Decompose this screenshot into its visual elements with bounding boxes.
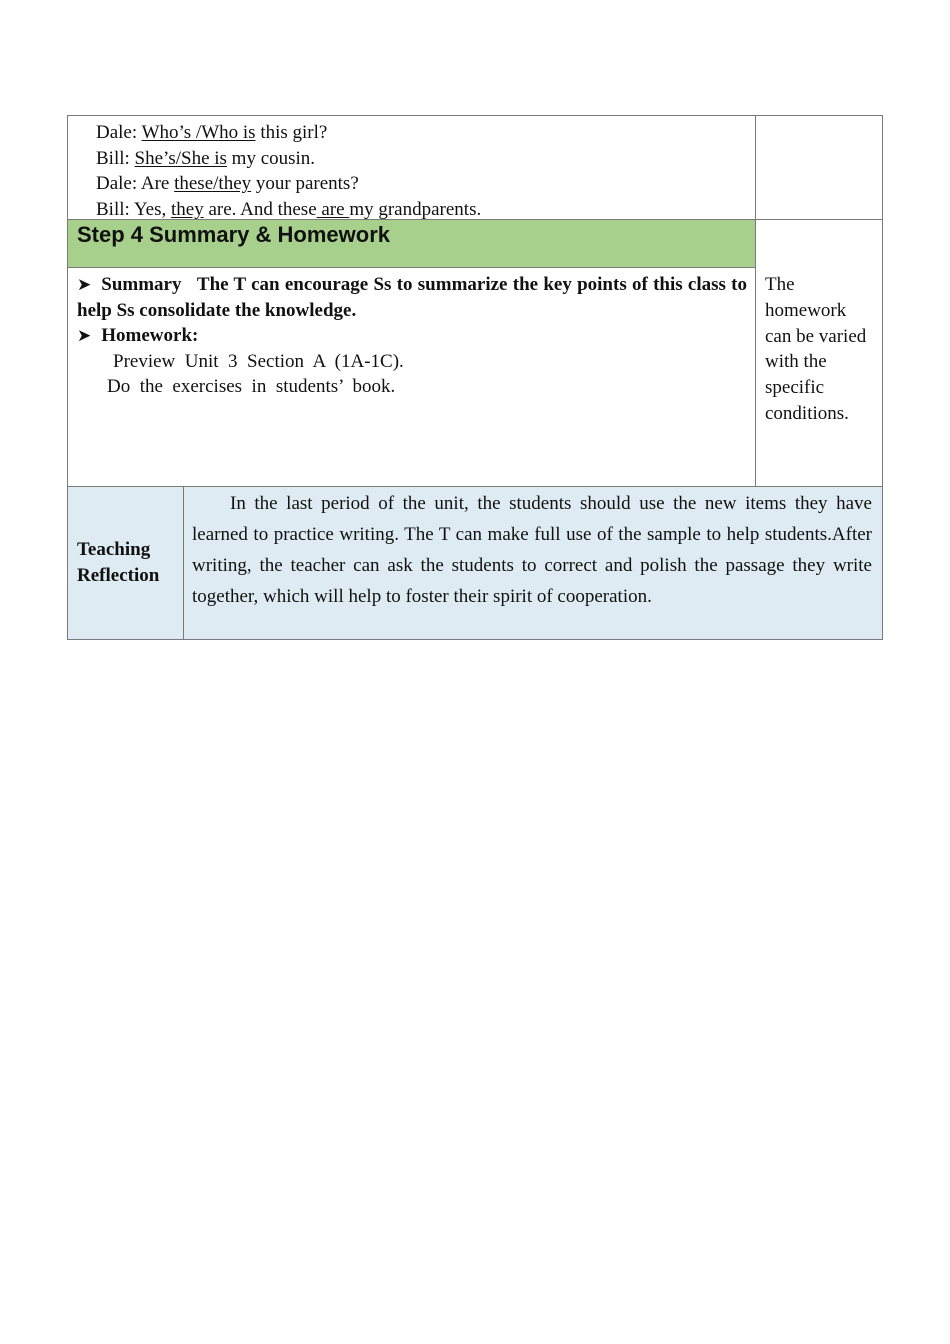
empty-notes-cell <box>756 116 882 219</box>
underlined-answer: these/they <box>174 173 252 194</box>
arrow-bullet-icon: ➤ <box>77 275 92 295</box>
reflection-label-line: Teaching <box>77 539 151 560</box>
arrow-bullet-icon: ➤ <box>77 326 92 346</box>
summary-label: Summary <box>101 274 182 295</box>
dialogue-cell <box>68 116 756 219</box>
underlined-answer: they <box>171 198 204 220</box>
step-content <box>68 220 756 486</box>
homework-line: Preview Unit 3 Section A (1A-1C). <box>113 351 404 372</box>
dialogue-line <box>96 120 755 146</box>
line-mid: this girl? <box>255 122 328 143</box>
line-mid: your parents? <box>251 173 359 194</box>
dialogue-row <box>68 116 882 220</box>
reflection-row <box>68 487 882 639</box>
homework-item <box>77 323 747 349</box>
dialogue-line <box>96 146 755 172</box>
underlined-answer: She’s/She is <box>134 147 227 169</box>
line-mid: my cousin. <box>226 147 316 169</box>
underlined-answer: Who’s /Who is <box>141 122 256 143</box>
step-body <box>68 268 755 399</box>
step-title: Step 4 Summary & Homework <box>68 220 755 268</box>
line-mid: are. And these <box>203 198 317 220</box>
speaker: Dale: <box>96 173 138 194</box>
homework-note: The homework can be varied with the specific conditions. <box>765 274 867 424</box>
dialogue-line <box>96 197 755 223</box>
speaker: Bill: <box>96 198 130 220</box>
reflection-text: In the last period of the unit, the students should use the new items they have learned to practice writing. The T can make full use of the sample to help students.After writing, the teacher can ask the students to correct and polish the passage they write together, which will help to foster their spirit of cooperation. <box>192 493 872 607</box>
dialogue-line <box>96 171 755 197</box>
lesson-table <box>67 115 883 640</box>
summary-item <box>77 272 747 323</box>
line-post: my grandparents. <box>349 198 482 220</box>
summary-text: The T can encourage Ss to summarize the key points of this class to help Ss consolidate the knowledge. <box>77 274 747 321</box>
step-4-block <box>68 220 882 487</box>
speaker: Dale: <box>96 122 138 143</box>
line-pre: Yes, <box>133 198 171 220</box>
underlined-answer: are <box>316 198 350 220</box>
line-pre: Are <box>140 173 175 194</box>
homework-label: Homework: <box>101 325 199 346</box>
speaker: Bill: <box>96 147 130 169</box>
reflection-label <box>68 487 184 639</box>
reflection-label-line: Reflection <box>77 565 160 586</box>
homework-line: Do the exercises in students’ book. <box>107 376 396 397</box>
